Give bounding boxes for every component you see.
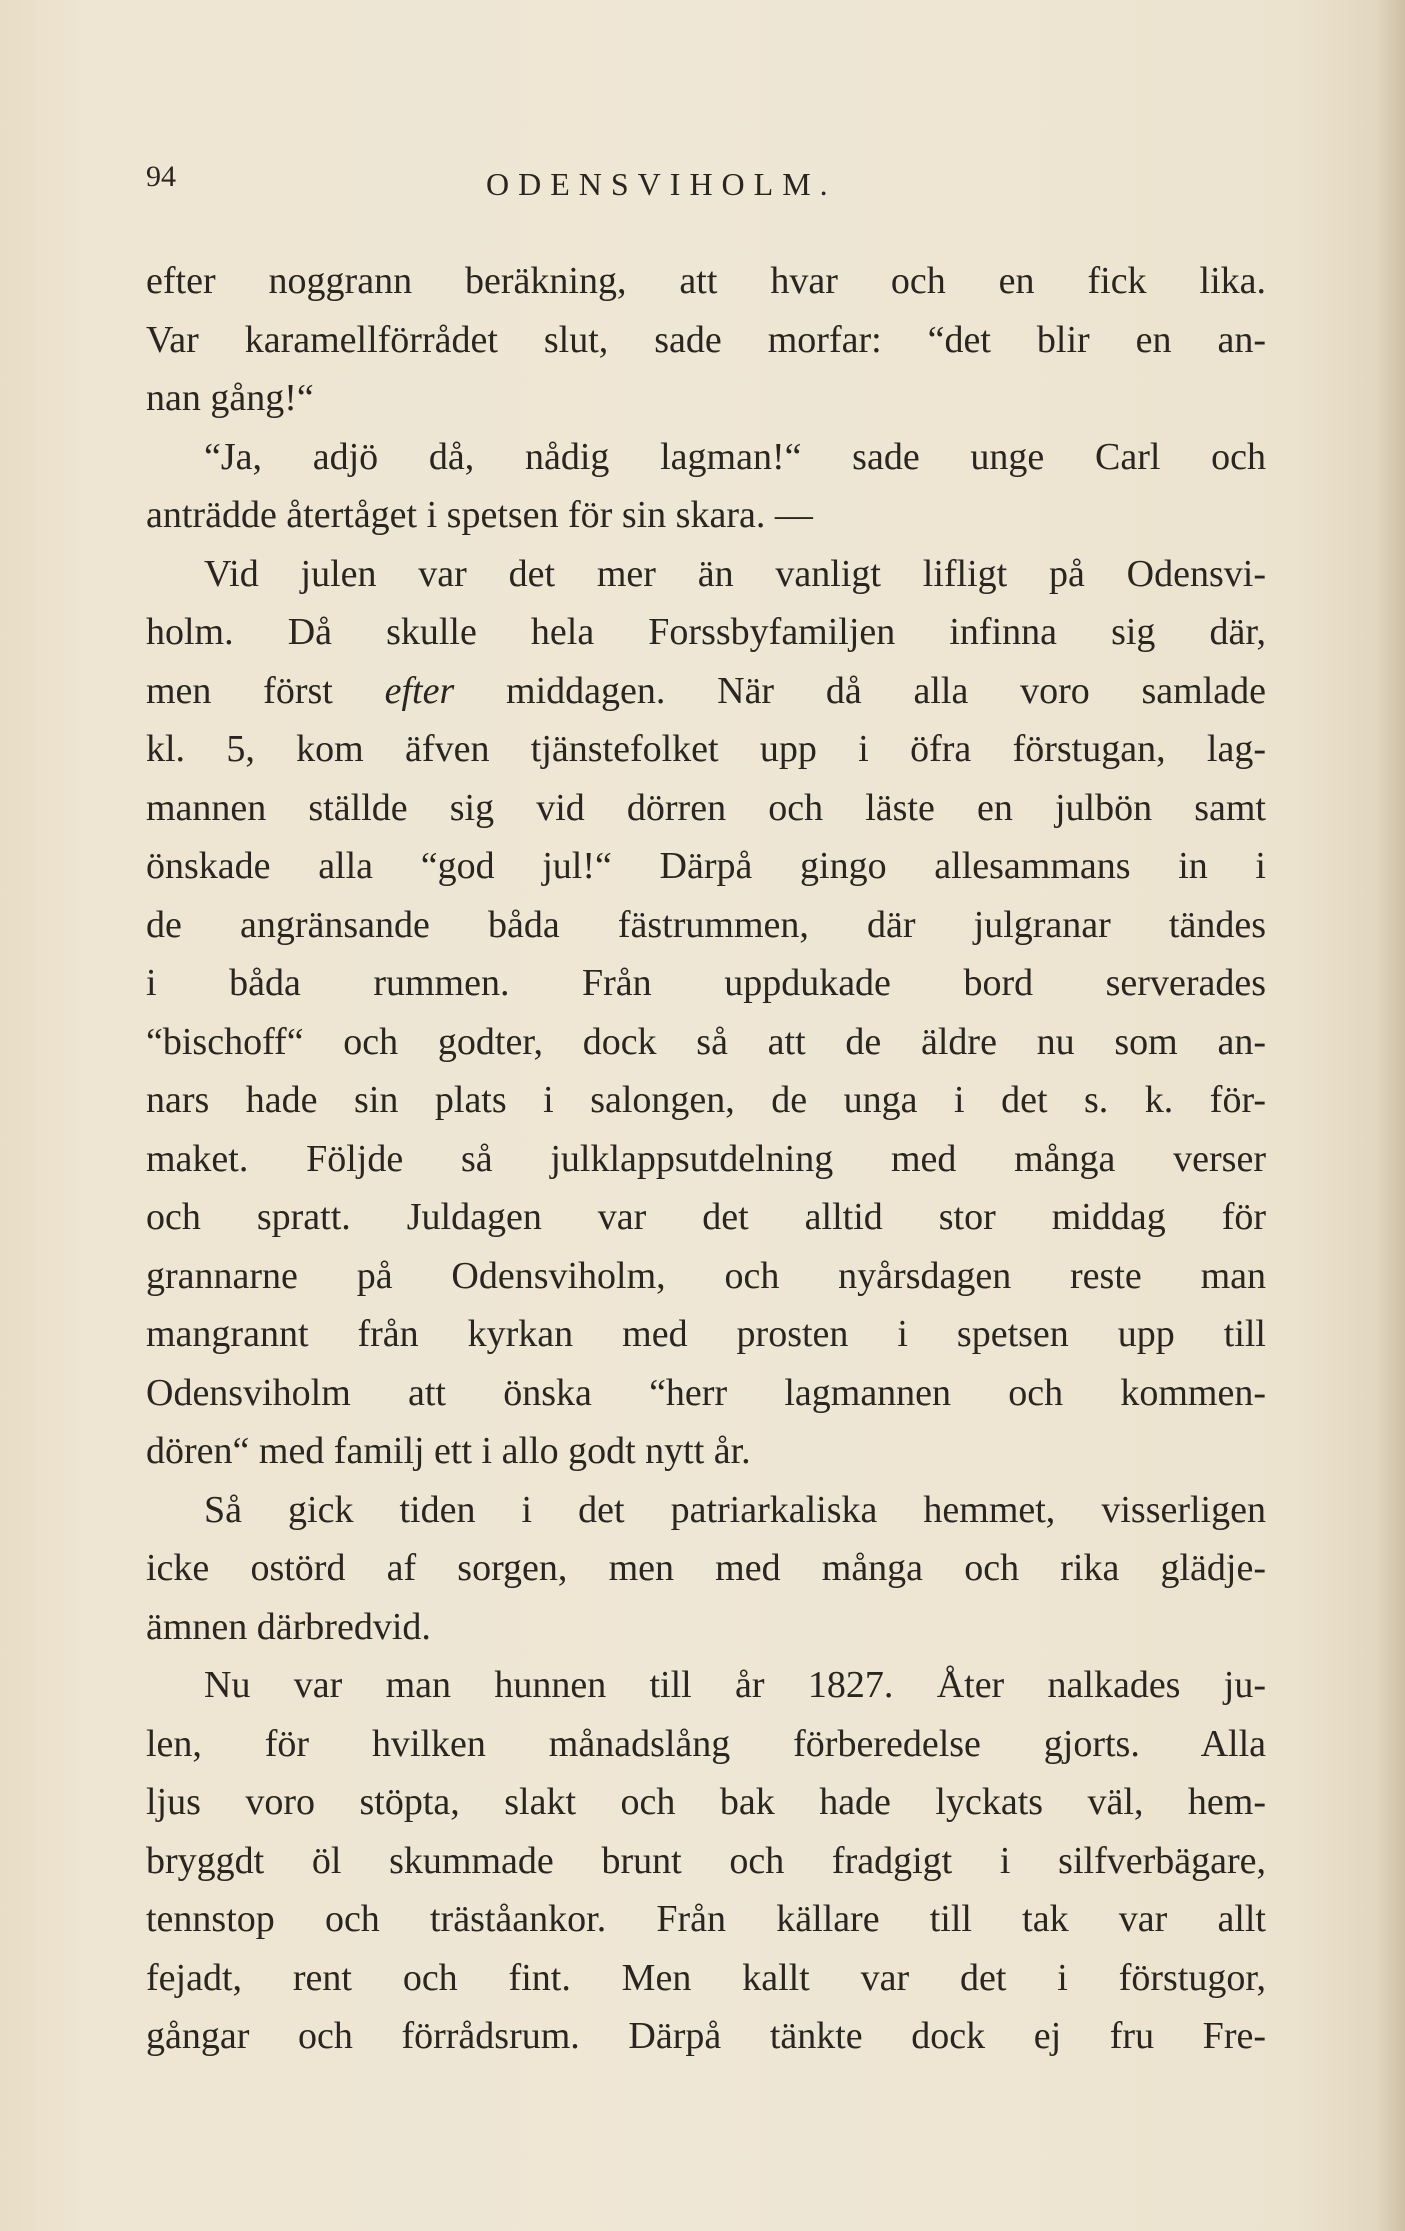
text-line: len, för hvilken månadslång förberedelse gjorts. Alla	[146, 1722, 1266, 1765]
text-line: bryggdt öl skummade brunt och fradgigt i silfverbägare,	[146, 1839, 1266, 1882]
text-line: ämnen därbredvid.	[146, 1605, 431, 1648]
running-title: ODENSVIHOLM.	[486, 166, 837, 202]
text-line: de angränsande båda fästrummen, där julgranar tändes	[146, 903, 1266, 946]
text-line: anträdde återtåget i spetsen för sin skara. —	[146, 494, 813, 536]
text-line: holm. Då skulle hela Forssbyfamiljen infinna sig där,	[146, 611, 1266, 653]
text-line: önskade alla “god jul!“ Därpå gingo allesammans in i	[146, 845, 1266, 887]
text-line: nan gång!“	[146, 377, 314, 419]
text-line: och spratt. Juldagen var det alltid stor middag för	[146, 1196, 1266, 1238]
text-line: “bischoff“ och godter, dock så att de äldre nu som an-	[146, 1020, 1266, 1063]
text-line: men först efter middagen. När då alla voro samlade	[146, 669, 1267, 712]
text-line: Var karamellförrådet slut, sade morfar: “det blir en an-	[146, 318, 1266, 361]
text-line: maket. Följde så julklappsutdelning med många verser	[146, 1137, 1266, 1180]
text-line: grannarne på Odensviholm, och nyårsdagen reste man	[146, 1254, 1266, 1297]
text-line: ljus voro stöpta, slakt och bak hade lyckats väl, hem-	[146, 1781, 1266, 1823]
text-line: Vid julen var det mer än vanligt lifligt på Odensvi-	[204, 552, 1266, 595]
emphasis: efter	[384, 669, 455, 712]
text-line: icke ostörd af sorgen, men med många och rika glädje-	[146, 1547, 1266, 1589]
text-line: fejadt, rent och fint. Men kallt var det i förstugor,	[146, 1956, 1266, 1999]
running-head	[146, 160, 1264, 210]
text-line: dören“ med familj ett i allo godt nytt år.	[146, 1430, 751, 1472]
text-line: mannen ställde sig vid dörren och läste en julbön samt	[146, 786, 1266, 829]
text-line: gångar och förrådsrum. Därpå tänkte dock ej fru Fre-	[146, 2015, 1266, 2057]
text-line: “Ja, adjö då, nådig lagman!“ sade unge Carl och	[204, 435, 1266, 478]
page-number: 94	[146, 160, 176, 193]
text-line: Nu var man hunnen till år 1827. Åter nalkades ju-	[204, 1664, 1266, 1706]
text-line: mangrannt från kyrkan med prosten i spetsen upp till	[146, 1313, 1266, 1355]
text-line: Så gick tiden i det patriarkaliska hemmet, visserligen	[204, 1488, 1266, 1531]
text-line: nars hade sin plats i salongen, de unga i det s. k. för-	[146, 1079, 1266, 1121]
text-line: tennstop och träståankor. Från källare till tak var allt	[146, 1898, 1266, 1940]
body-text	[146, 252, 1266, 2066]
page-edge-shadow	[1377, 0, 1405, 2231]
text-line: kl. 5, kom äfven tjänstefolket upp i öfra förstugan, lag-	[146, 728, 1266, 770]
text-line: Odensviholm att önska “herr lagmannen och kommen-	[146, 1371, 1266, 1414]
text-line: efter noggrann beräkning, att hvar och en fick lika.	[146, 260, 1266, 302]
text-line: i båda rummen. Från uppdukade bord serverades	[146, 962, 1266, 1004]
